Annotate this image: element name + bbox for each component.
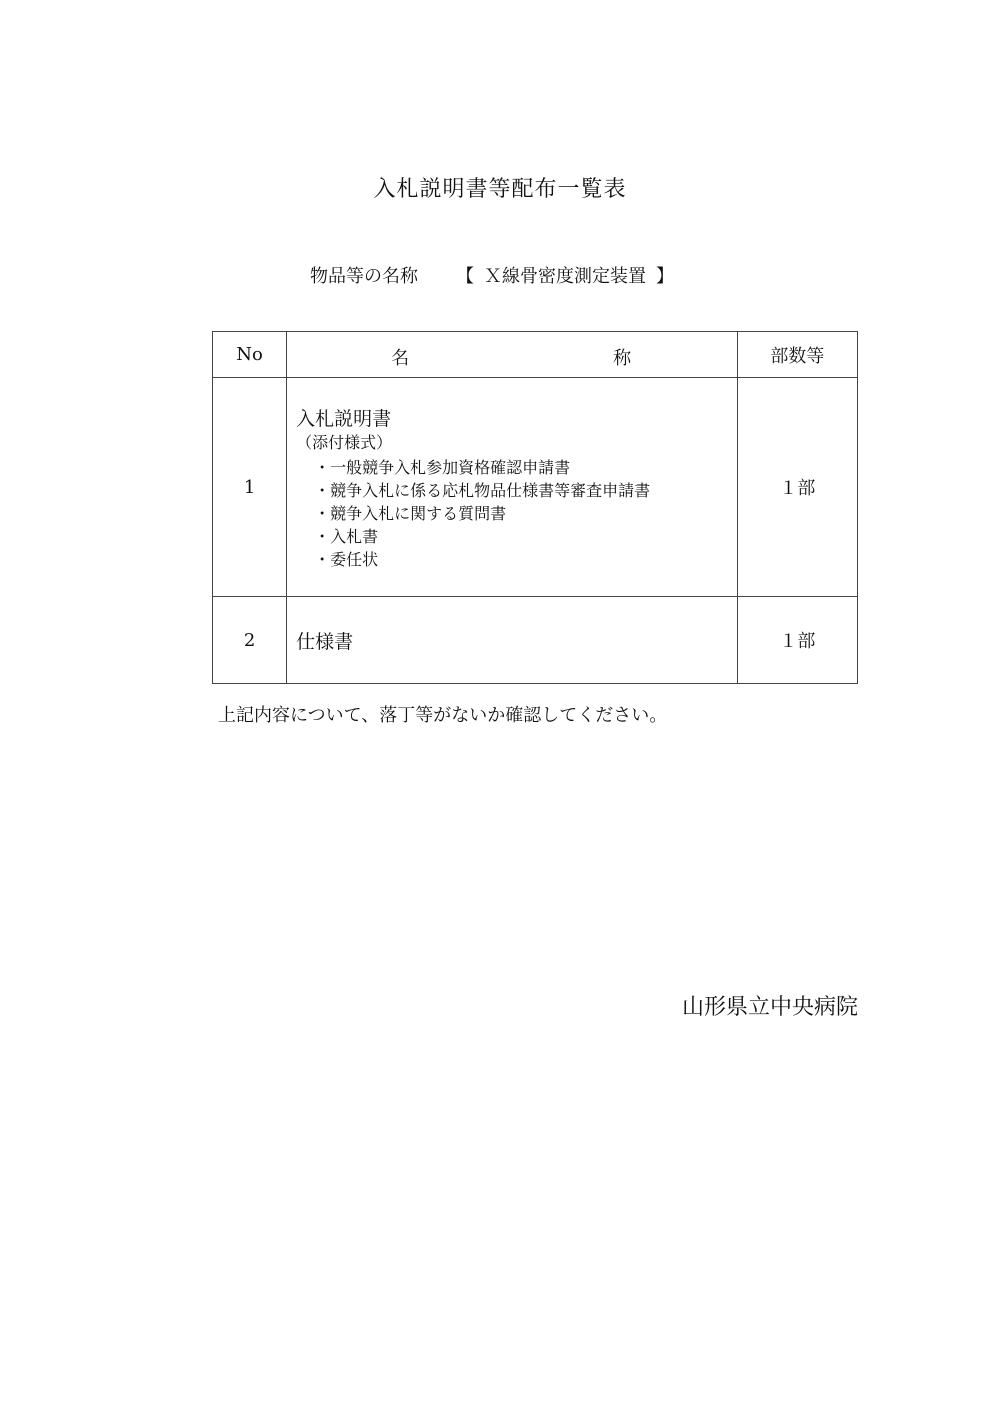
table-row — [213, 597, 858, 684]
confirmation-note: 上記内容について、落丁等がないか確認してください。 — [218, 705, 668, 726]
header-no: No — [213, 332, 287, 378]
item-name-label: 物品等の名称 — [310, 266, 418, 287]
item-name-line — [310, 262, 684, 288]
item-name-value: Ｘ線骨密度測定装置 — [484, 266, 646, 287]
document-title: 入札説明書等配布一覧表 — [373, 177, 627, 202]
attached-forms-list — [296, 456, 737, 571]
list-item: ・ 委任状 — [314, 548, 737, 571]
attached-forms-label: （添付様式） — [296, 433, 393, 452]
header-name-part1: 名 — [391, 348, 410, 369]
distribution-table — [212, 331, 858, 684]
table-header-row — [213, 332, 858, 378]
row-no: 2 — [213, 597, 287, 684]
header-name — [287, 332, 738, 378]
list-item: ・ 一般競争入札参加資格確認申請書 — [314, 456, 737, 479]
header-quantity: 部数等 — [737, 332, 857, 378]
row-no: 1 — [213, 378, 287, 597]
item-bracket-open: 【 — [456, 266, 474, 287]
table-row — [213, 378, 858, 597]
list-item: ・ 競争入札に係る応札物品仕様書等審査申請書 — [314, 479, 737, 502]
row-name: 入札説明書 — [296, 408, 392, 430]
list-item: ・ 競争入札に関する質問書 — [314, 502, 737, 525]
row-quantity: １部 — [737, 597, 857, 684]
row-name-cell — [287, 378, 738, 597]
row-name: 仕様書 — [287, 597, 738, 684]
list-item: ・ 入札書 — [314, 525, 737, 548]
issuer-name: 山形県立中央病院 — [681, 995, 858, 1020]
row-quantity: １部 — [737, 378, 857, 597]
header-name-part2: 称 — [613, 348, 632, 369]
item-bracket-close: 】 — [656, 266, 674, 287]
